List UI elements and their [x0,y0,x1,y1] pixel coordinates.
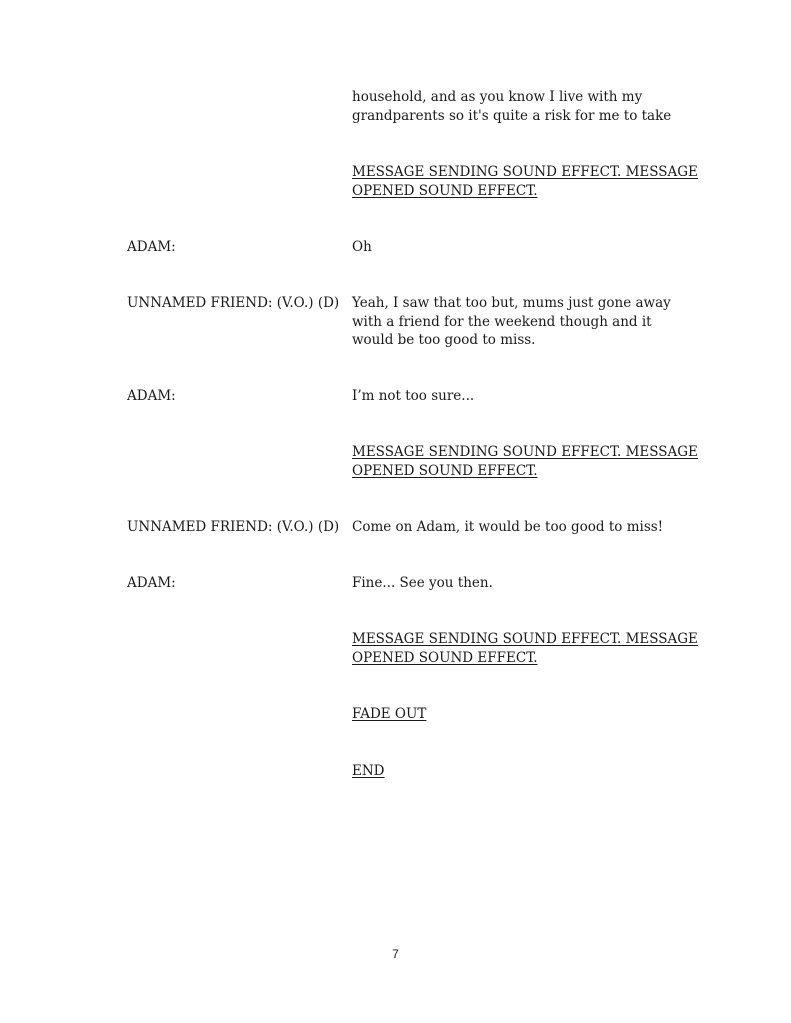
dialogue-line: Come on Adam, it would be too good to miss! [352,519,664,535]
dialogue-line: I’m not too sure... [352,388,475,404]
stage-direction [352,443,698,480]
transition-fade-out [352,705,657,724]
dialogue-line: grandparents so it's quite a risk for me to take [352,107,672,124]
dialogue-line: Fine... See you then. [352,575,493,591]
page-number: 7 [392,947,399,961]
dialogue [352,238,657,257]
direction-line: MESSAGE SENDING SOUND EFFECT. MESSAGE [352,444,698,460]
direction-line: MESSAGE SENDING SOUND EFFECT. MESSAGE [352,164,698,180]
direction-line: OPENED SOUND EFFECT. [352,462,538,479]
dialogue-line: household, and as you know I live with my [352,89,643,105]
dialogue [352,294,671,350]
speaker-name: ADAM: [127,388,176,404]
direction-line: END [352,763,385,779]
speaker-name: ADAM: [127,239,176,255]
dialogue [352,518,664,537]
speaker-name: UNNAMED FRIEND: (V.O.) (D) [127,519,340,535]
dialogue [352,574,657,593]
speaker-name: ADAM: [127,575,176,591]
end-marker [352,762,657,781]
direction-line: OPENED SOUND EFFECT. [352,182,538,199]
speaker-name: UNNAMED FRIEND: (V.O.) (D) [127,295,340,311]
stage-direction [352,163,698,200]
dialogue-line: with a friend for the weekend though and it [352,313,652,330]
stage-direction [352,630,698,667]
direction-line: OPENED SOUND EFFECT. [352,649,538,666]
dialogue [352,387,657,406]
dialogue-line: Yeah, I saw that too but, mums just gone away [352,295,671,311]
continued-dialogue [352,88,672,125]
direction-line: MESSAGE SENDING SOUND EFFECT. MESSAGE [352,631,698,647]
dialogue-line: would be too good to miss. [352,332,536,348]
direction-line: FADE OUT [352,706,427,722]
dialogue-line: Oh [352,239,372,255]
